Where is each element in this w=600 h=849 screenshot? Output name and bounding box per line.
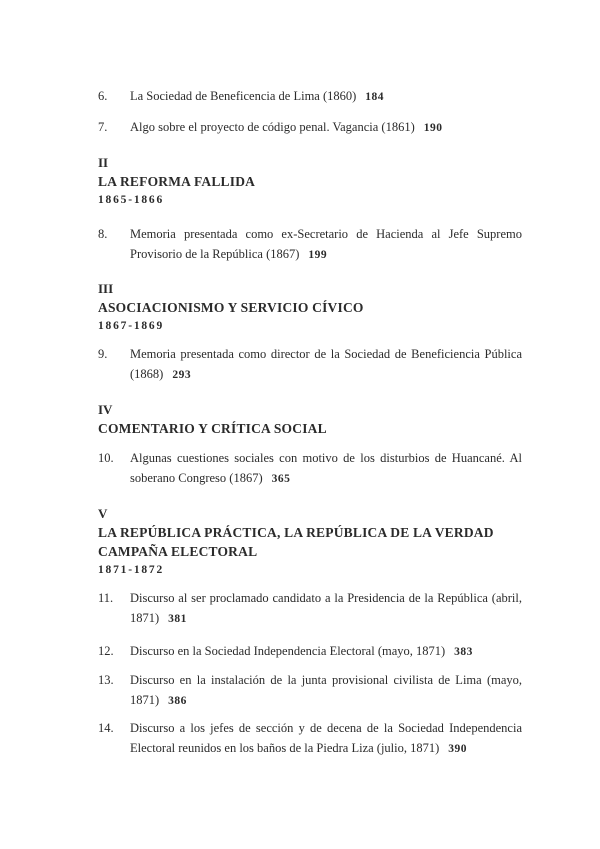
entry-number: 7. — [98, 120, 108, 134]
section-title-line2: CAMPAÑA ELECTORAL — [98, 544, 258, 559]
entry-page-number: 365 — [271, 473, 291, 485]
entry-page-number: 381 — [168, 613, 187, 625]
section-heading — [98, 505, 522, 579]
entry-text: Algo sobre el proyecto de código penal. Vagancia (1861) 190 — [130, 120, 443, 134]
entry-page-number: 390 — [448, 743, 468, 755]
entry-page-number: 383 — [454, 646, 473, 658]
entry-number: 13. — [98, 673, 114, 687]
toc-entry — [98, 641, 522, 662]
section-numeral: II — [98, 155, 109, 170]
entry-number: 14. — [98, 721, 114, 735]
section-title: COMENTARIO Y CRÍTICA SOCIAL — [98, 421, 327, 436]
entry-number: 9. — [98, 347, 108, 361]
toc-content — [98, 0, 522, 759]
section-heading — [98, 280, 522, 335]
entry-number: 10. — [98, 451, 114, 465]
section-title: LA REFORMA FALLIDA — [98, 174, 256, 189]
entry-text: La Sociedad de Beneficencia de Lima (1860) 184 — [130, 89, 385, 103]
section-heading — [98, 154, 522, 209]
entry-page-number: 190 — [423, 122, 443, 134]
toc-entry — [98, 670, 522, 711]
section-years: 1867-1869 — [98, 320, 165, 332]
toc-entry — [98, 86, 522, 107]
entry-page-number: 293 — [172, 369, 192, 381]
entry-text: Discurso en la Sociedad Independencia Electoral (mayo, 1871) 383 — [130, 644, 473, 658]
section-years: 1871-1872 — [98, 564, 165, 576]
entry-text: Discurso en la instalación de la junta provisional civilista de Lima (mayo, 1871) 386 — [130, 673, 522, 707]
entry-number: 6. — [98, 89, 108, 103]
toc-entry — [98, 718, 522, 759]
toc-entry — [98, 224, 522, 265]
section-years: 1865-1866 — [98, 194, 165, 206]
entry-number: 11. — [98, 591, 114, 605]
section-title: ASOCIACIONISMO Y SERVICIO CÍVICO — [98, 300, 364, 315]
toc-entry — [98, 344, 522, 385]
toc-entry — [98, 588, 522, 629]
toc-entry — [98, 117, 522, 138]
section-heading — [98, 401, 522, 438]
entry-text: Memoria presentada como ex-Secretario de Hacienda al Jefe Supremo Provisorio de la República (1867) 199 — [130, 227, 522, 261]
entry-text: Discurso al ser proclamado candidato a la Presidencia de la República (abril, 1871) 381 — [130, 591, 522, 625]
entry-page-number: 386 — [168, 695, 187, 707]
entry-text: Discurso a los jefes de sección y de decena de la Sociedad Independencia Electoral reunidos en los baños de la Piedra Liza (julio, 1871) 390 — [130, 721, 522, 755]
entry-number: 12. — [98, 644, 114, 658]
section-numeral: V — [98, 506, 108, 521]
section-title: LA REPÚBLICA PRÁCTICA, LA REPÚBLICA DE LA VERDAD — [98, 525, 494, 540]
entry-text: Algunas cuestiones sociales con motivo de los disturbios de Huancané. Al soberano Congreso (1867) 365 — [130, 451, 522, 485]
entry-text: Memoria presentada como director de la Sociedad de Beneficiencia Pública (1868) 293 — [130, 347, 522, 381]
section-numeral: III — [98, 281, 114, 296]
entry-page-number: 199 — [308, 249, 328, 261]
toc-entry — [98, 448, 522, 489]
entry-page-number: 184 — [365, 91, 385, 103]
section-numeral: IV — [98, 402, 113, 417]
entry-number: 8. — [98, 227, 108, 241]
